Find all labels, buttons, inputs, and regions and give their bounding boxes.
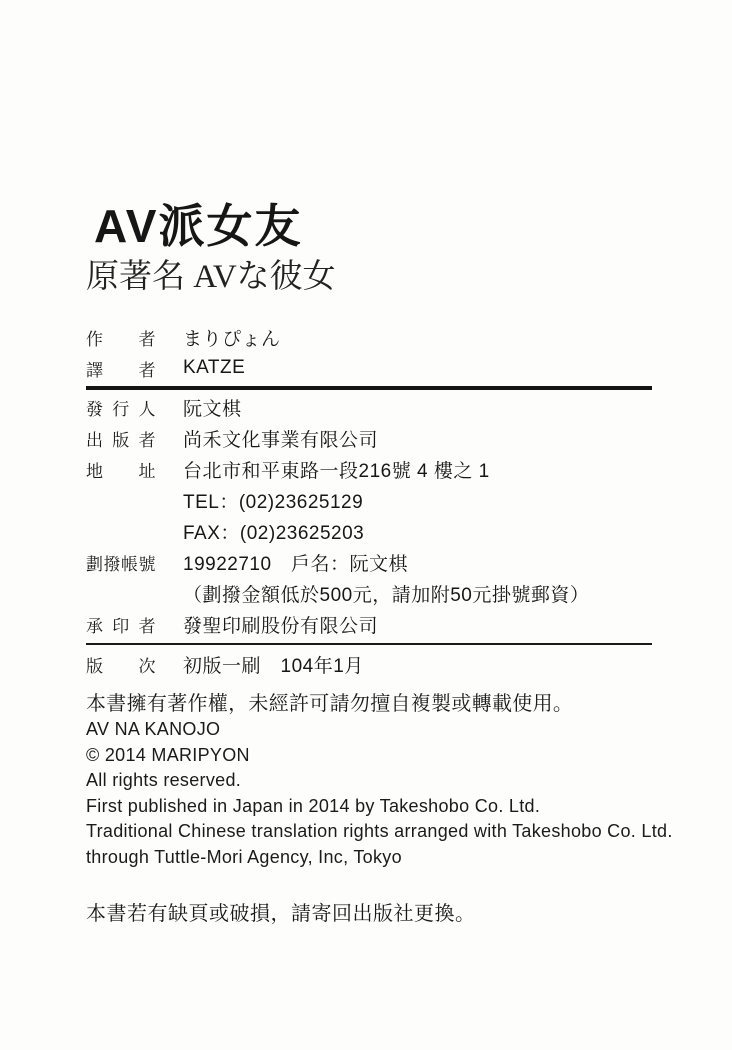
row-author-label: 作者 <box>86 329 156 349</box>
page-title: AV派女友 <box>94 200 303 252</box>
row-publisher-person-value: 阮文棋 <box>183 398 242 420</box>
copyright-notice: © 2014 MARIPYON <box>86 744 250 765</box>
colophon-table <box>86 322 652 680</box>
row-printer-value: 發聖印刷股份有限公司 <box>183 615 379 637</box>
first-published-line: First published in Japan in 2014 by Takeshobo Co. Ltd. <box>86 795 541 816</box>
rights-reserved: All rights reserved. <box>86 770 242 791</box>
row-translator-label: 譯者 <box>86 360 156 380</box>
row-postal-note-value: （劃撥金額低於500元，請加附50元掛號郵資） <box>183 584 590 606</box>
row-publishing-company <box>86 423 652 454</box>
divider-thin <box>86 643 652 645</box>
row-printer <box>86 609 652 640</box>
row-translator <box>86 353 652 384</box>
row-postal-account-label: 劃撥帳號 <box>86 554 156 574</box>
row-address-label: 地址 <box>86 461 156 481</box>
row-publisher-person <box>86 392 652 423</box>
legal-block <box>86 692 673 871</box>
divider-thick <box>86 386 652 390</box>
copyright-warning: 本書擁有著作權，未經許可請勿擅自複製或轉載使用。 <box>86 692 574 715</box>
row-edition-value: 初版一刷 104年1月 <box>183 655 364 677</box>
row-postal-account-value: 19922710 戶名：阮文棋 <box>183 553 409 575</box>
row-postal-account <box>86 547 652 578</box>
row-publisher-person-label: 發行人 <box>86 399 156 419</box>
row-translator-value: KATZE <box>183 357 246 379</box>
row-address-value: 台北市和平東路一段216號 4 樓之 1 <box>183 460 490 482</box>
row-tel-value: TEL：(02)23625129 <box>183 491 364 513</box>
row-publishing-company-label: 出版者 <box>86 430 156 450</box>
translation-rights-line: Traditional Chinese translation rights arranged with Takeshobo Co. Ltd. <box>86 821 673 842</box>
row-author <box>86 322 652 353</box>
original-romanized-title: AV NA KANOJO <box>86 719 221 740</box>
row-fax-value: FAX：(02)23625203 <box>183 522 365 544</box>
agency-line: through Tuttle-Mori Agency, Inc, Tokyo <box>86 846 402 867</box>
row-edition-label: 版次 <box>86 656 156 676</box>
row-tel <box>86 485 652 516</box>
row-author-value: まりぴょん <box>183 328 281 350</box>
row-publishing-company-value: 尚禾文化事業有限公司 <box>183 429 379 451</box>
row-printer-label: 承印者 <box>86 616 156 636</box>
original-title: 原著名 AVな彼女 <box>86 259 336 296</box>
row-postal-note <box>86 578 652 609</box>
row-address <box>86 454 652 485</box>
row-edition <box>86 649 652 680</box>
return-policy-note: 本書若有缺頁或破損，請寄回出版社更換。 <box>86 903 476 926</box>
row-fax <box>86 516 652 547</box>
